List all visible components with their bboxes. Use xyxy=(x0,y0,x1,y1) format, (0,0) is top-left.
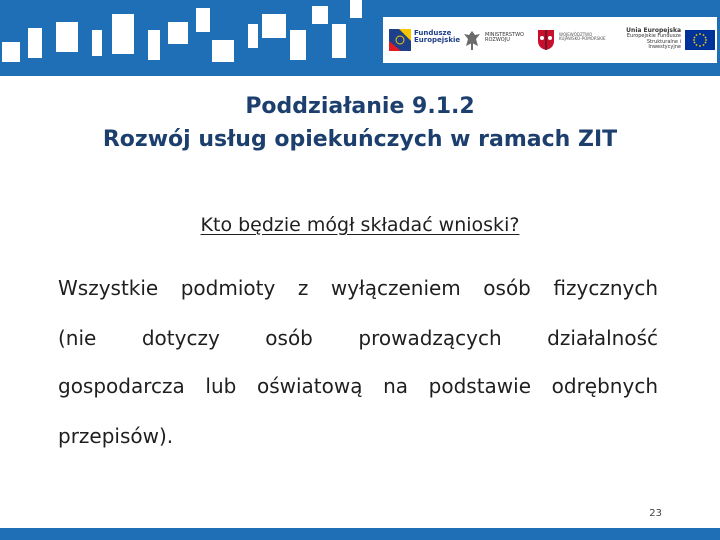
body-line-2: (nie dotyczy osób prowadzących działalność xyxy=(58,326,658,350)
decorative-square xyxy=(262,14,286,38)
decorative-square xyxy=(332,24,346,58)
decorative-square xyxy=(168,22,188,44)
region-logo xyxy=(535,17,621,63)
region-logo-line1: WOJEWÓDZTWO xyxy=(559,32,593,37)
page-number: 23 xyxy=(649,508,662,519)
ministry-logo-line1: MINISTERSTWO xyxy=(485,32,524,38)
question-heading xyxy=(0,214,720,236)
title-line-2: Rozwój usług opiekuńczych w ramach ZIT xyxy=(102,127,618,152)
decorative-square xyxy=(248,24,258,48)
body-line-4: przepisów). xyxy=(58,424,174,448)
eagle-emblem-icon xyxy=(463,29,481,51)
question-text: Kto będzie mógł składać wnioski? xyxy=(200,214,520,236)
decorative-square xyxy=(212,40,234,62)
funds-emblem-icon xyxy=(389,29,411,51)
body-line-3: gospodarcza lub oświatową na podstawie odrębnych xyxy=(58,374,658,398)
decorative-square xyxy=(2,42,20,62)
slide-title xyxy=(0,90,720,156)
decorative-square xyxy=(28,28,42,58)
ministry-logo-line2: ROZWOJU xyxy=(485,37,510,44)
logo-strip xyxy=(383,17,717,63)
eu-logo xyxy=(619,17,717,63)
decorative-square xyxy=(112,14,134,54)
eu-logo-line3: Strukturalne i Inwestycyjne xyxy=(646,38,681,50)
footer-band xyxy=(0,528,720,540)
region-logo-line2: KUJAWSKO-POMORSKIE xyxy=(559,36,606,42)
decorative-square xyxy=(92,30,102,56)
decorative-square xyxy=(350,0,362,18)
funds-logo-line2: Europejskie xyxy=(414,36,461,45)
body-line-1: Wszystkie podmioty z wyłączeniem osób fizycznych xyxy=(58,276,658,300)
decorative-square xyxy=(148,30,160,60)
eu-logo-line2: Europejskie Fundusze xyxy=(626,33,681,40)
decorative-square xyxy=(196,8,210,32)
eu-flag-icon xyxy=(685,30,715,50)
title-line-1: Poddziałanie 9.1.2 xyxy=(245,94,475,119)
funds-logo-line1: Fundusze xyxy=(414,29,452,37)
decorative-square xyxy=(56,22,78,52)
region-crest-icon xyxy=(537,29,555,51)
eu-logo-line1: Unia Europejska xyxy=(626,27,681,34)
decorative-square xyxy=(312,6,328,24)
funds-logo xyxy=(387,17,465,63)
ministry-logo xyxy=(461,17,531,63)
decorative-square xyxy=(290,30,306,60)
